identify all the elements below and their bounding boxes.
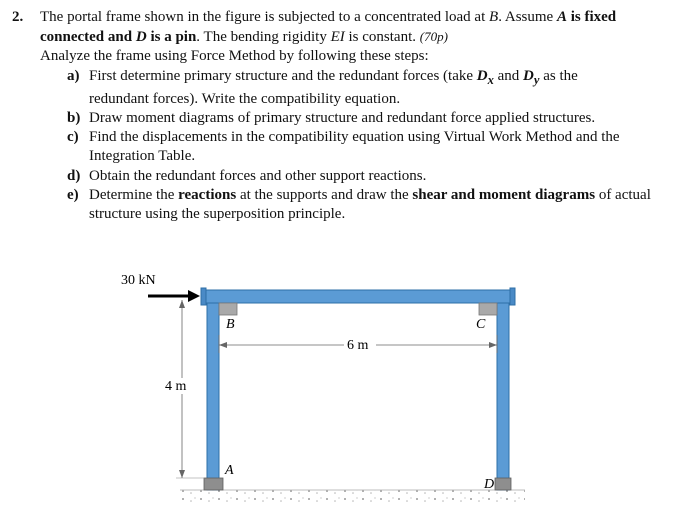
top-beam xyxy=(203,290,513,303)
joint-plate-b xyxy=(219,303,237,315)
text: is fixed xyxy=(566,9,617,25)
text: The portal frame shown in the figure is subjected to a concentrated load at xyxy=(40,9,490,25)
text: and xyxy=(493,67,524,84)
beam-cap-right xyxy=(510,288,515,305)
text: . Assume xyxy=(498,9,557,25)
text: Integration Table. xyxy=(89,148,196,165)
step-label: d) xyxy=(67,167,81,184)
span-label: 6 m xyxy=(347,338,369,353)
load-arrow-head xyxy=(188,290,200,302)
span-arrow-right xyxy=(489,342,497,348)
node-label-a: A xyxy=(225,463,234,478)
text: y xyxy=(533,72,540,87)
step-label: e) xyxy=(67,186,79,203)
points: (70p) xyxy=(419,29,448,45)
span-arrow-left xyxy=(219,342,227,348)
right-column xyxy=(497,292,509,490)
text: as the xyxy=(539,67,578,84)
text: First determine primary structure and the redundant forces (take xyxy=(89,67,477,84)
pin-support-d xyxy=(495,478,511,490)
text: A xyxy=(556,9,567,25)
text: connected and xyxy=(40,29,136,46)
node-label-b: B xyxy=(226,317,235,332)
node-label-d: D xyxy=(484,477,495,492)
text: of actual xyxy=(595,186,651,203)
text: D xyxy=(523,67,534,84)
step-label: c) xyxy=(67,129,79,146)
fixed-support-a xyxy=(204,478,223,490)
height-label: 4 m xyxy=(165,379,187,394)
text: EI xyxy=(330,29,345,46)
problem-line-3: Analyze the frame using Force Method by following these steps: xyxy=(40,48,429,65)
text: B xyxy=(489,9,499,25)
dim-arrow-bottom xyxy=(179,470,185,478)
step-label: a) xyxy=(67,67,80,84)
load-label: 30 kN xyxy=(121,273,156,288)
text: D xyxy=(135,29,147,46)
text: Determine the xyxy=(89,186,179,203)
text: Find the displacements in the compatibility equation using Virtual Work Method and the xyxy=(89,129,620,146)
problem-number: 2. xyxy=(12,9,24,25)
text: redundant forces). Write the compatibility equation. xyxy=(89,90,401,107)
text: is constant. xyxy=(344,29,420,46)
ground xyxy=(180,490,525,504)
text: shear and moment diagrams xyxy=(412,186,596,203)
text: x xyxy=(487,72,494,87)
text: . The bending rigidity xyxy=(196,29,331,46)
dim-arrow-top xyxy=(179,300,185,308)
text: Obtain the redundant forces and other support reactions. xyxy=(89,167,427,184)
text: structure using the superposition principle. xyxy=(89,206,346,223)
step-label: b) xyxy=(67,110,81,127)
text: D xyxy=(476,67,488,84)
text: reactions xyxy=(178,186,237,203)
text: at the supports and draw the xyxy=(236,186,413,203)
node-label-c: C xyxy=(476,317,486,332)
joint-plate-c xyxy=(479,303,497,315)
text: is a pin xyxy=(146,29,197,46)
beam-cap-left xyxy=(201,288,206,305)
left-column xyxy=(207,292,219,490)
text: Draw moment diagrams of primary structure and redundant force applied structures. xyxy=(89,110,596,127)
